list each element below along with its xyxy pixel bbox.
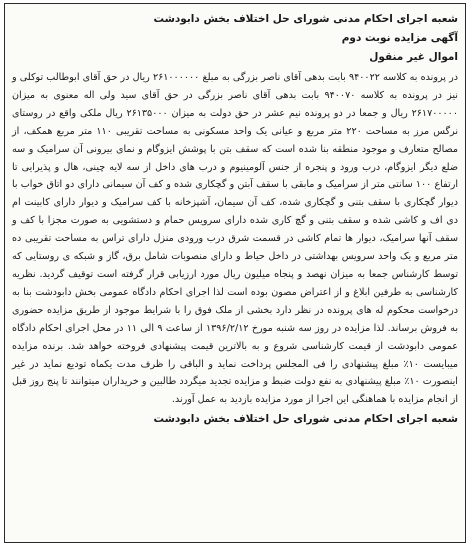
auction-notice-title: آگهی مزایده نوبت دوم <box>341 32 458 44</box>
court-branch-title: شعبه اجرای احکام مدنی شورای حل اختلاف بخش دابودشت <box>153 13 458 25</box>
court-branch-signature: شعبه اجرای احکام مدنی شورای حل اختلاف بخش دابودشت <box>153 413 458 426</box>
property-type-title: اموال غیر منقول <box>369 51 458 63</box>
auction-notice <box>4 3 466 543</box>
notice-body: در پرونده به کلاسه ۹۴۰۰۲۲ بابت بدهی آقای ناصر بزرگی به مبلغ ۲۶۱۰۰۰۰۰۰ ریال در حق آقای ابوطالب توکلی و نیز در پرونده به کلاسه ۹۴۰۰۷۰ بابت بدهی آقای ناصر بزرگی در حق آقای سید ولی اله معنوی به میزان ۲۶۱۷۰۰۰۰۰ ریال و جمعا در دو پرونده نیم عشر در حق دولت به میزان ۲۶۱۳۵۰۰۰ ریال ملکی واقع در روستای نرگس مرز به مساحت ۲۲۰ متر مربع و عیانی یک واحد مسکونی به مساحت تقریبی ۱۱۰ متر مربع همکف، از مصالح متعارف و موجود منطقه بنا شده است که سقف بتن با پوشش ایزوگام و نمای بیرونی آن سرامیک و سه ضلع دیگر ایزوگام، درب ورود و پنجره از جنس آلومینیوم و درب های داخل از سه لایه چینی، هال و پذیرایی تا ارتفاع ۱۰۰ سانتی متر از سرامیک و مابقی با سقف آبتن و گچکاری شده و کف آن سیمانی دارای دو اتاق خواب با دیوار گچکاری با سقف بتنی و گچکاری شده، کف آن سیمان، آشپزخانه با کف سرامیک و دیوار دارای کابینت ام دی اف و کاشی شده و سقف بتنی و گچ کاری شده دارای سرویس حمام و دستشویی به صورت مجزا با کف و سقف آنها سرامیک، دیوار ها تمام کاشی در قسمت شرق درب ورودی منزل دارای تراس به مساحت تقریبی ده متر مربع و یک واحد سرویس بهداشتی در داخل حیاط و دارای منصوبات شامل برق، گاز و شبکه ی روستایی که توسط کارشناس جمعا به میزان نهصد و پنجاه میلیون ریال مورد ارزیابی قرار گرفته است توقیف گردید. نظریه کارشناسی به طرفین ابلاغ و از اعتراض مصون بوده است لذا اجرای احکام دادگاه عمومی بخش دابودشت بنا به درخواست محکوم له های پرونده در نظر دارد بخشی از ملک فوق را با شرایط موجود از طریق مزایده حضوری به فروش برساند. لذا مزایده در روز سه شنبه مورخ ۱۳۹۶/۲/۱۲ از ساعت ۹ الی ۱۱ در محل اجرای احکام دادگاه عمومی دابودشت از قیمت کارشناسی شروع و به بالاترین قیمت پیشنهادی فروخته خواهد شد. برنده مزایده میبایست ۱۰٪ مبلغ پیشنهادی را فی المجلس پرداخت نماید و الباقی را ظرف مدت یکماه تودیع نماید در غیر اینصورت ۱۰٪ مبلغ پیشنهادی به نفع دولت ضبط و مزایده تجدید میگردد طالبین و خریداران میتوانند تا پنج روز قبل از انجام مزایده با هماهنگی این اجرا از مورد مزایده بازدید به عمل آورند. <box>12 72 459 406</box>
